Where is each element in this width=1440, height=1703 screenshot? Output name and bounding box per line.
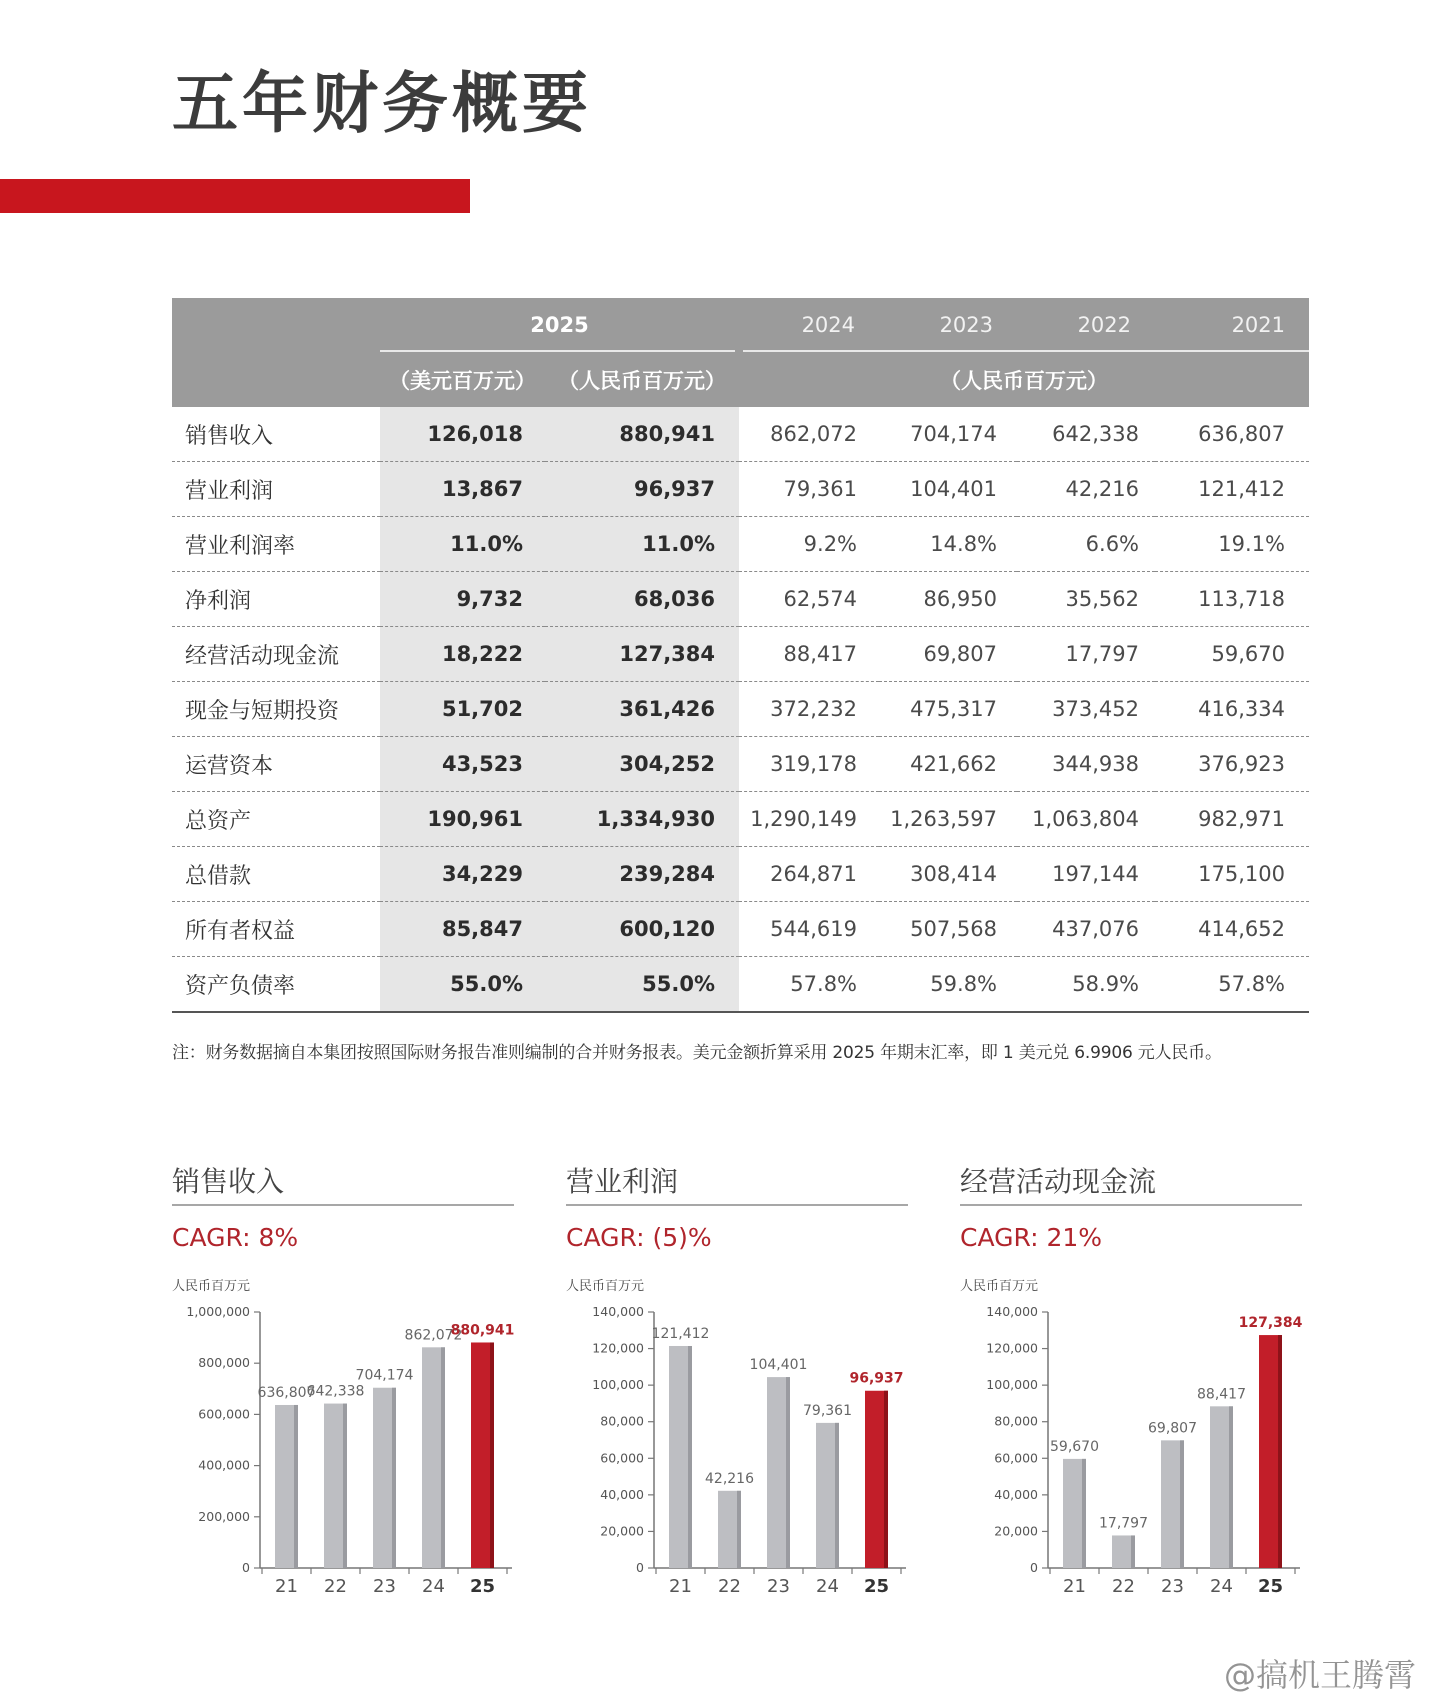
x-tick-label: 25 <box>863 1576 890 1597</box>
y-tick-label: 60,000 <box>994 1450 1038 1466</box>
cell-2023: 104,401 <box>879 462 1017 517</box>
chart-cagr: CAGR: 8% <box>172 1223 299 1252</box>
chart-revenue <box>172 1290 514 1600</box>
y-tick-label: 100,000 <box>592 1377 644 1393</box>
chart-unit: 人民币百万元 <box>960 1279 1039 1294</box>
cell-2025-usd: 34,229 <box>380 847 545 902</box>
cell-2025-usd: 43,523 <box>380 737 545 792</box>
cell-2023: 421,662 <box>879 737 1017 792</box>
cell-2022: 1,063,804 <box>1017 792 1155 847</box>
cell-2021: 57.8% <box>1155 957 1309 1013</box>
bar-shade <box>786 1377 790 1568</box>
bar-shade <box>884 1391 888 1568</box>
header-unit-rmb-prior: （人民币百万元） <box>739 352 1309 407</box>
cell-2025-usd: 55.0% <box>380 957 545 1013</box>
cell-2021: 113,718 <box>1155 572 1309 627</box>
x-tick-label: 23 <box>373 1576 396 1597</box>
header-year-2022: 2022 <box>1017 298 1155 352</box>
data-label: 880,941 <box>450 1322 514 1339</box>
chart-panel-operating-profit <box>566 1160 908 1620</box>
x-tick-label: 22 <box>324 1576 347 1597</box>
row-label: 销售收入 <box>172 407 380 462</box>
row-label: 总资产 <box>172 792 380 847</box>
cell-2024: 264,871 <box>739 847 879 902</box>
data-label: 862,072 <box>404 1327 463 1344</box>
row-label: 营业利润 <box>172 462 380 517</box>
x-tick-label: 25 <box>469 1576 496 1597</box>
cell-2025-usd: 11.0% <box>380 517 545 572</box>
y-tick-label: 600,000 <box>198 1406 250 1422</box>
chart-title: 营业利润 <box>566 1165 679 1198</box>
chart-cagr: CAGR: 21% <box>960 1223 1103 1252</box>
row-label: 经营活动现金流 <box>172 627 380 682</box>
y-tick-label: 400,000 <box>198 1457 250 1473</box>
cell-2021: 416,334 <box>1155 682 1309 737</box>
y-tick-label: 20,000 <box>994 1523 1038 1539</box>
bar-shade <box>441 1347 445 1568</box>
x-tick-label: 21 <box>1063 1576 1086 1597</box>
data-label: 88,417 <box>1197 1386 1246 1403</box>
y-tick-label: 1,000,000 <box>186 1304 250 1319</box>
cell-2025-rmb: 880,941 <box>545 407 739 462</box>
y-tick-label: 140,000 <box>986 1304 1038 1319</box>
chart-panel-revenue <box>172 1160 514 1620</box>
chart-title: 销售收入 <box>172 1165 285 1198</box>
bar-shade <box>1278 1335 1282 1568</box>
data-label: 127,384 <box>1238 1315 1302 1332</box>
y-tick-label: 0 <box>242 1560 250 1575</box>
x-tick-label: 22 <box>718 1576 741 1597</box>
chart-operating-profit <box>566 1290 908 1600</box>
chart-unit: 人民币百万元 <box>172 1279 251 1294</box>
header-year-2021: 2021 <box>1155 298 1309 352</box>
cell-2022: 642,338 <box>1017 407 1155 462</box>
cell-2024: 1,290,149 <box>739 792 879 847</box>
header-blank-2 <box>172 352 380 407</box>
cell-2025-usd: 126,018 <box>380 407 545 462</box>
cell-2024: 88,417 <box>739 627 879 682</box>
cell-2025-rmb: 304,252 <box>545 737 739 792</box>
cell-2021: 59,670 <box>1155 627 1309 682</box>
cell-2025-usd: 51,702 <box>380 682 545 737</box>
cell-2021: 414,652 <box>1155 902 1309 957</box>
x-tick-label: 23 <box>1161 1576 1184 1597</box>
cell-2022: 373,452 <box>1017 682 1155 737</box>
watermark: @搞机王腾霄 <box>1223 1656 1416 1694</box>
data-label: 96,937 <box>849 1370 904 1387</box>
cell-2024: 319,178 <box>739 737 879 792</box>
cell-2024: 57.8% <box>739 957 879 1013</box>
y-tick-label: 0 <box>636 1560 644 1575</box>
bar-shade <box>1180 1440 1184 1568</box>
cell-2021: 636,807 <box>1155 407 1309 462</box>
chart-operating-cashflow <box>960 1290 1302 1600</box>
data-label: 17,797 <box>1099 1515 1148 1532</box>
cell-2021: 175,100 <box>1155 847 1309 902</box>
cell-2025-usd: 9,732 <box>380 572 545 627</box>
cell-2024: 62,574 <box>739 572 879 627</box>
chart-panel-operating-cashflow <box>960 1160 1302 1620</box>
data-label: 121,412 <box>651 1325 710 1342</box>
cell-2025-rmb: 127,384 <box>545 627 739 682</box>
five-year-financial-table <box>172 298 1309 1013</box>
cell-2025-rmb: 361,426 <box>545 682 739 737</box>
table-row <box>172 957 1309 1013</box>
row-label: 营业利润率 <box>172 517 380 572</box>
row-label: 所有者权益 <box>172 902 380 957</box>
cell-2021: 121,412 <box>1155 462 1309 517</box>
table-row <box>172 627 1309 682</box>
bar-shade <box>737 1491 741 1568</box>
table-body <box>172 407 1309 1012</box>
data-label: 42,216 <box>705 1470 754 1487</box>
y-tick-label: 20,000 <box>600 1523 644 1539</box>
chart-title-rule <box>566 1204 908 1206</box>
table-row <box>172 792 1309 847</box>
cell-2025-rmb: 600,120 <box>545 902 739 957</box>
cell-2022: 437,076 <box>1017 902 1155 957</box>
cell-2024: 79,361 <box>739 462 879 517</box>
bar-shade <box>688 1346 692 1568</box>
row-label: 资产负债率 <box>172 957 380 1013</box>
table-row <box>172 407 1309 462</box>
header-year-2023: 2023 <box>879 298 1017 352</box>
chart-title-rule <box>960 1204 1302 1206</box>
data-label: 59,670 <box>1050 1438 1099 1455</box>
cell-2022: 35,562 <box>1017 572 1155 627</box>
y-tick-label: 100,000 <box>986 1377 1038 1393</box>
cell-2023: 704,174 <box>879 407 1017 462</box>
x-tick-label: 21 <box>275 1576 298 1597</box>
cell-2025-usd: 190,961 <box>380 792 545 847</box>
x-tick-label: 24 <box>816 1576 839 1597</box>
cell-2023: 86,950 <box>879 572 1017 627</box>
table-row <box>172 902 1309 957</box>
accent-bar <box>0 179 470 213</box>
cell-2022: 58.9% <box>1017 957 1155 1013</box>
cell-2025-rmb: 239,284 <box>545 847 739 902</box>
cell-2024: 372,232 <box>739 682 879 737</box>
bar-shade <box>392 1388 396 1568</box>
data-label: 636,807 <box>257 1384 316 1401</box>
cell-2025-rmb: 96,937 <box>545 462 739 517</box>
y-tick-label: 80,000 <box>994 1413 1038 1429</box>
y-tick-label: 140,000 <box>592 1304 644 1319</box>
y-tick-label: 40,000 <box>994 1486 1038 1502</box>
y-tick-label: 120,000 <box>592 1340 644 1356</box>
chart-cagr: CAGR: (5)% <box>566 1223 712 1252</box>
y-tick-label: 60,000 <box>600 1450 644 1466</box>
cell-2025-rmb: 55.0% <box>545 957 739 1013</box>
x-tick-label: 24 <box>422 1576 445 1597</box>
table-row <box>172 572 1309 627</box>
data-label: 104,401 <box>749 1357 808 1374</box>
y-tick-label: 200,000 <box>198 1508 250 1524</box>
y-tick-label: 0 <box>1030 1560 1038 1575</box>
row-label: 运营资本 <box>172 737 380 792</box>
cell-2021: 376,923 <box>1155 737 1309 792</box>
bar-shade <box>490 1342 494 1568</box>
row-label: 总借款 <box>172 847 380 902</box>
cell-2023: 1,263,597 <box>879 792 1017 847</box>
page-title: 五年财务概要 <box>172 65 592 142</box>
table-row <box>172 847 1309 902</box>
cell-2021: 982,971 <box>1155 792 1309 847</box>
chart-unit: 人民币百万元 <box>566 1279 645 1294</box>
table-row <box>172 517 1309 572</box>
bar-shade <box>294 1405 298 1568</box>
cell-2021: 19.1% <box>1155 517 1309 572</box>
cell-2022: 6.6% <box>1017 517 1155 572</box>
data-label: 642,338 <box>306 1383 365 1400</box>
y-tick-label: 40,000 <box>600 1486 644 1502</box>
chart-title: 经营活动现金流 <box>960 1165 1157 1198</box>
header-year-2025: 2025 <box>380 298 739 352</box>
table-row <box>172 737 1309 792</box>
x-tick-label: 25 <box>1257 1576 1284 1597</box>
cell-2022: 197,144 <box>1017 847 1155 902</box>
cell-2022: 42,216 <box>1017 462 1155 517</box>
cell-2025-rmb: 11.0% <box>545 517 739 572</box>
data-label: 69,807 <box>1148 1420 1197 1437</box>
cell-2023: 308,414 <box>879 847 1017 902</box>
cell-2023: 69,807 <box>879 627 1017 682</box>
cell-2023: 475,317 <box>879 682 1017 737</box>
data-label: 79,361 <box>803 1402 852 1419</box>
table-row <box>172 462 1309 517</box>
cell-2023: 59.8% <box>879 957 1017 1013</box>
table-row <box>172 682 1309 737</box>
x-tick-label: 23 <box>767 1576 790 1597</box>
bar-shade <box>1229 1406 1233 1568</box>
chart-title-rule <box>172 1204 514 1206</box>
cell-2025-usd: 18,222 <box>380 627 545 682</box>
bar-shade <box>1082 1459 1086 1568</box>
cell-2023: 507,568 <box>879 902 1017 957</box>
cell-2023: 14.8% <box>879 517 1017 572</box>
x-tick-label: 24 <box>1210 1576 1233 1597</box>
cell-2025-rmb: 1,334,930 <box>545 792 739 847</box>
bar-shade <box>343 1404 347 1568</box>
cell-2022: 17,797 <box>1017 627 1155 682</box>
header-unit-rmb: （人民币百万元） <box>545 352 739 407</box>
y-tick-label: 120,000 <box>986 1340 1038 1356</box>
row-label: 净利润 <box>172 572 380 627</box>
cell-2025-rmb: 68,036 <box>545 572 739 627</box>
x-tick-label: 21 <box>669 1576 692 1597</box>
header-blank <box>172 298 380 352</box>
row-label: 现金与短期投资 <box>172 682 380 737</box>
footnote: 注：财务数据摘自本集团按照国际财务报告准则编制的合并财务报表。美元金额折算采用 2025 年期末汇率，即 1 美元兑 6.9906 元人民币。 <box>172 1043 1222 1063</box>
cell-2024: 544,619 <box>739 902 879 957</box>
cell-2022: 344,938 <box>1017 737 1155 792</box>
y-tick-label: 800,000 <box>198 1355 250 1371</box>
data-label: 704,174 <box>355 1367 414 1384</box>
cell-2025-usd: 13,867 <box>380 462 545 517</box>
cell-2025-usd: 85,847 <box>380 902 545 957</box>
cell-2024: 862,072 <box>739 407 879 462</box>
cell-2024: 9.2% <box>739 517 879 572</box>
y-tick-label: 80,000 <box>600 1413 644 1429</box>
bar-shade <box>1131 1535 1135 1568</box>
bar-shade <box>835 1423 839 1568</box>
x-tick-label: 22 <box>1112 1576 1135 1597</box>
header-year-2024: 2024 <box>739 298 879 352</box>
header-unit-usd: （美元百万元） <box>380 352 545 407</box>
